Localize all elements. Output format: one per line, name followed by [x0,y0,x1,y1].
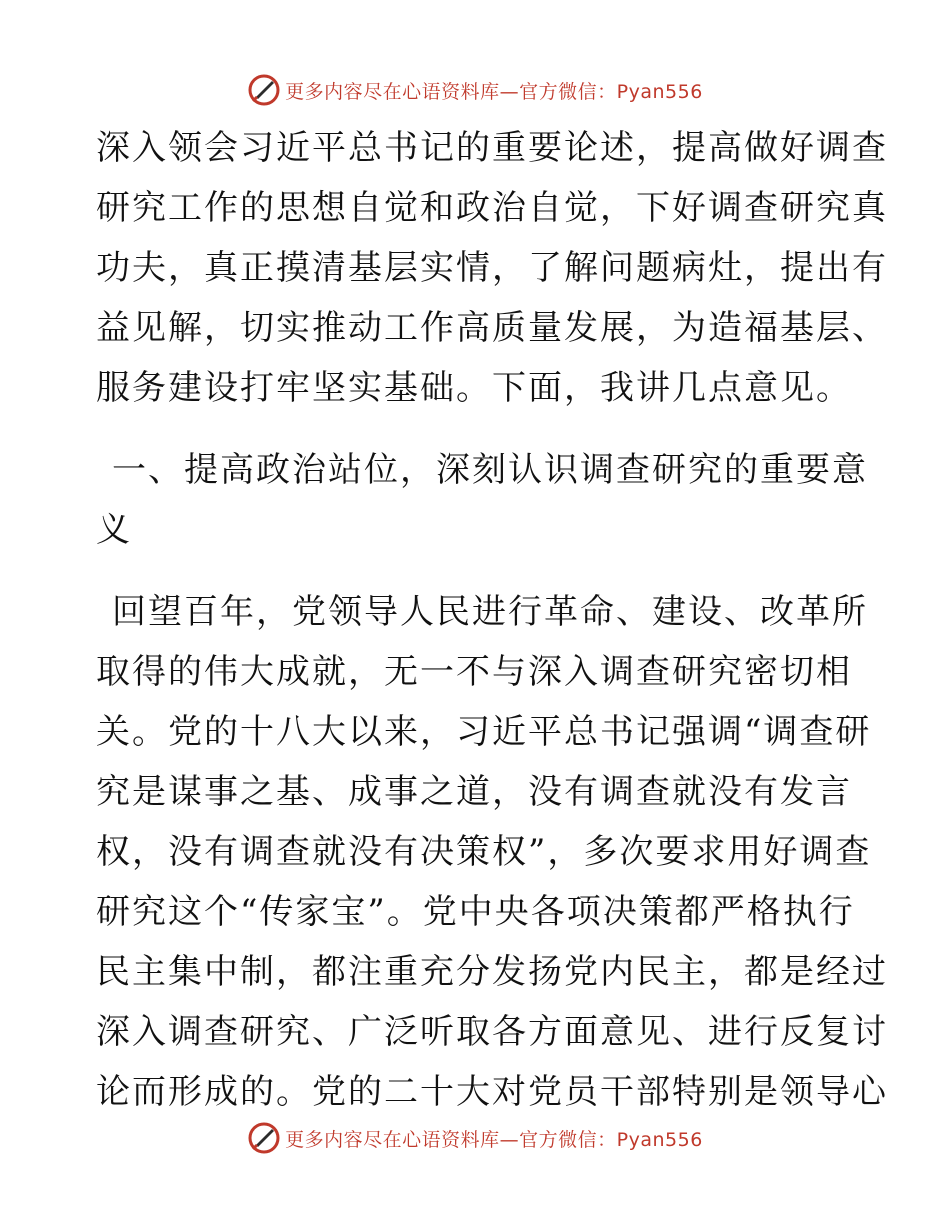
footer-watermark-banner [0,1118,950,1158]
wechat-id: Pyan556 [616,80,703,103]
text-line: 究是谋事之基、成事之道，没有调查就没有发言 [96,772,852,812]
text-line: 权，没有调查就没有决策权”，多次要求用好调查 [96,832,872,872]
text-line: 益见解，切实推动工作高质量发展，为造福基层、 [96,308,888,348]
banner-text: 更多内容尽在心语资料库—官方微信：Pyan556 [285,1128,703,1151]
text-line: 服务建设打牢坚实基础。下面，我讲几点意见。 [96,368,852,408]
section-heading: 一、提高政治站位，深刻认识调查研究的重要意 [112,450,868,490]
text-line: 回望百年，党领导人民进行革命、建设、改革所 [112,592,868,632]
text-line: 取得的伟大成就，无一不与深入调查研究密切相 [96,652,852,692]
quill-logo-icon [247,1121,281,1155]
text-line: 深入调查研究、广泛听取各方面意见、进行反复讨 [96,1012,888,1052]
text-line: 关。党的十八大以来，习近平总书记强调“调查研 [96,712,872,752]
banner-text: 更多内容尽在心语资料库—官方微信：Pyan556 [285,80,703,103]
wechat-id: Pyan556 [616,1128,703,1151]
quill-logo-icon [247,73,281,107]
section-heading: 义 [96,510,132,550]
text-line: 研究工作的思想自觉和政治自觉，下好调查研究真 [96,188,888,228]
header-watermark-banner [0,70,950,110]
text-line: 研究这个“传家宝”。党中央各项决策都严格执行 [96,892,855,932]
text-line: 功夫，真正摸清基层实情，了解问题病灶，提出有 [96,248,888,288]
text-line: 民主集中制，都注重充分发扬党内民主，都是经过 [96,952,888,992]
text-line: 深入领会习近平总书记的重要论述，提高做好调查 [96,128,888,168]
document-body [96,118,888,1122]
text-line: 论而形成的。党的二十大对党员干部特别是领导心 [96,1072,888,1112]
